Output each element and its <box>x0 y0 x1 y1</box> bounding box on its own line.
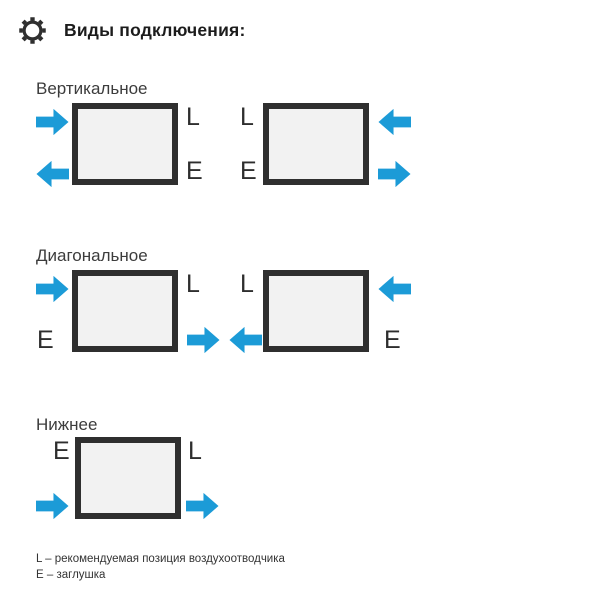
flow-in-arrow-icon <box>378 108 411 136</box>
port-label-e: E <box>186 157 203 185</box>
header <box>18 16 245 45</box>
port-label-l: L <box>240 103 254 131</box>
radiator-body <box>263 270 369 352</box>
port-label-l: L <box>240 270 254 298</box>
flow-in-arrow-icon <box>36 108 69 136</box>
flow-in-arrow-icon <box>378 275 411 303</box>
port-label-e: E <box>240 157 257 185</box>
port-label-e: E <box>53 437 70 465</box>
flow-in-arrow-icon <box>36 492 69 520</box>
flow-out-arrow-icon <box>378 160 411 188</box>
section-label: Вертикальное <box>36 79 148 98</box>
section-label: Диагональное <box>36 246 148 265</box>
port-label-e: E <box>384 326 401 354</box>
legend-line: E – заглушка <box>36 569 106 581</box>
gear-icon <box>18 16 47 45</box>
port-label-l: L <box>186 103 200 131</box>
flow-out-arrow-icon <box>186 492 219 520</box>
flow-out-arrow-icon <box>36 160 69 188</box>
port-label-e: E <box>37 326 54 354</box>
port-label-l: L <box>186 270 200 298</box>
radiator-body <box>72 270 178 352</box>
flow-out-arrow-icon <box>187 326 220 354</box>
radiator-body <box>75 437 181 519</box>
radiator-body <box>72 103 178 185</box>
page-title: Виды подключения: <box>64 20 246 40</box>
radiator-body <box>263 103 369 185</box>
section-label: Нижнее <box>36 415 98 434</box>
flow-in-arrow-icon <box>36 275 69 303</box>
port-label-l: L <box>188 437 202 465</box>
legend <box>36 551 285 583</box>
legend-line: L – рекомендуемая позиция воздухоотводчика <box>36 553 285 565</box>
flow-out-arrow-icon <box>229 326 262 354</box>
